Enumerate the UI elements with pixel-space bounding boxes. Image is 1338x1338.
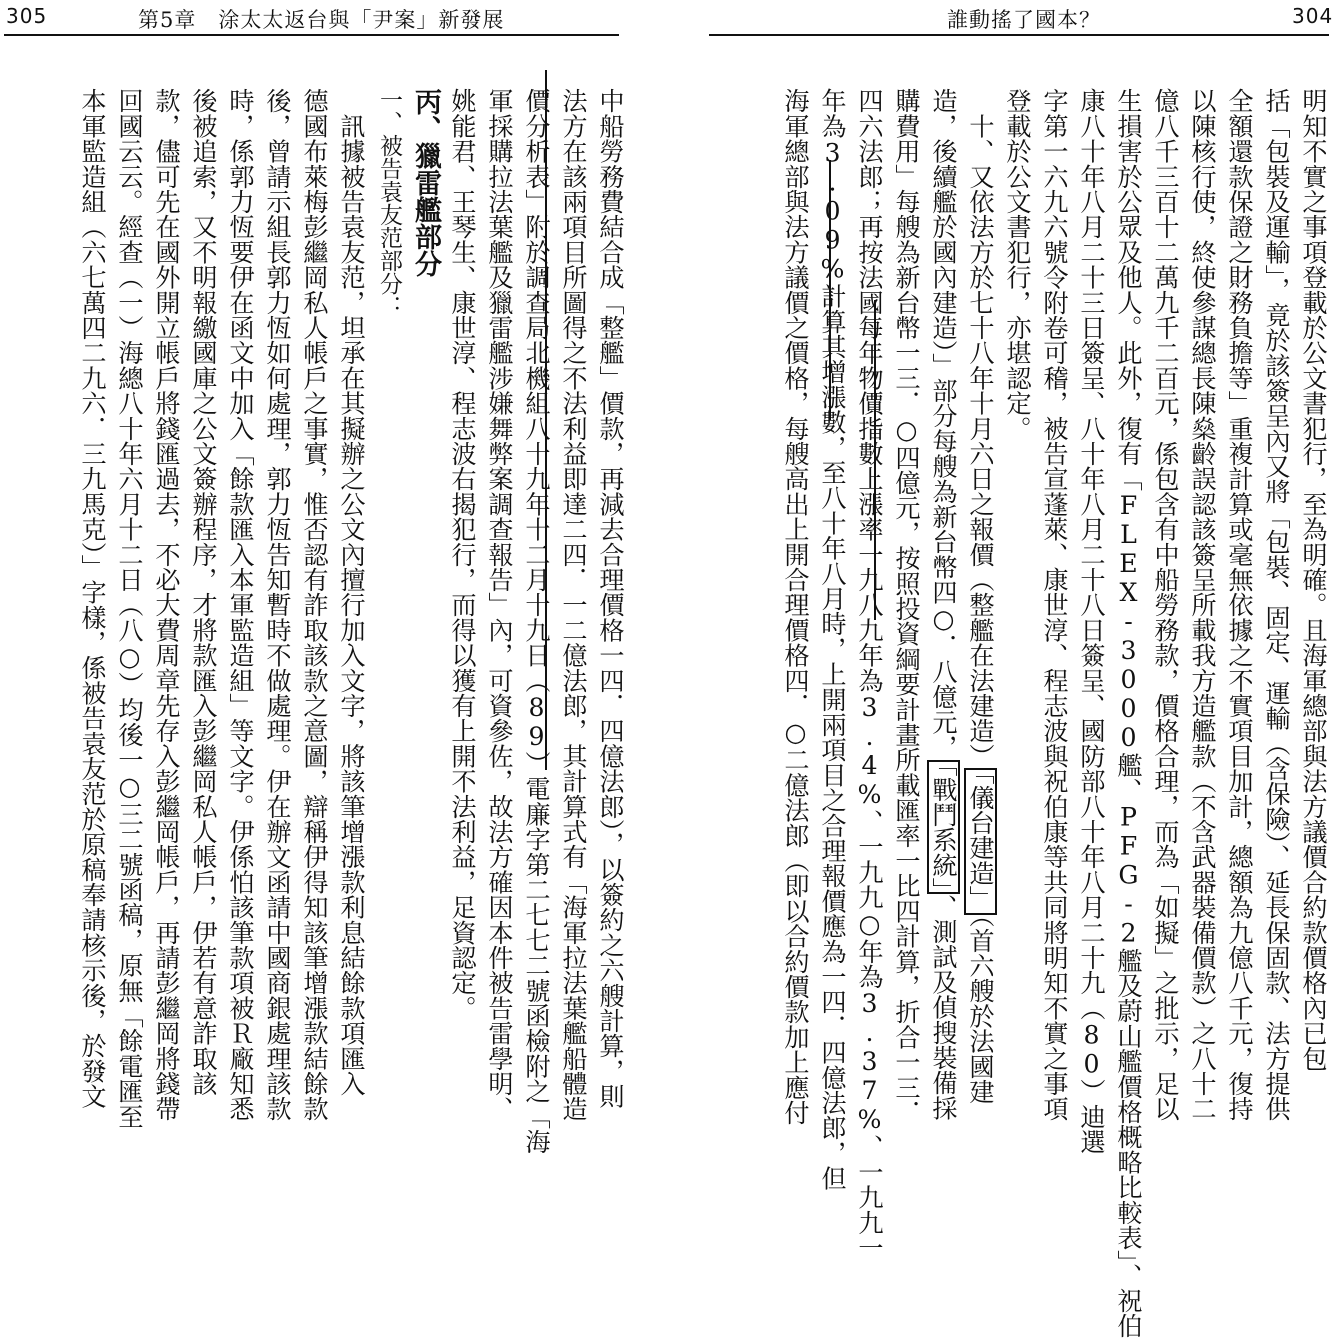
- page-number-left: 305: [6, 4, 48, 28]
- page-number-right: 304: [1292, 4, 1334, 28]
- left-page-text: [74, 88, 629, 1154]
- text-column: 億八千三百十二萬九千二百元，係包含有中船勞務款，價格合理，而為「如擬」之批示，足以: [1151, 88, 1180, 1122]
- text-column: 後被追索，又不明報繳國庫之公文簽辦程序，才將款匯入彭繼岡私人帳戶，伊若有意詐取該: [189, 88, 218, 1096]
- section-heading: 丙、獵雷艦部分: [410, 88, 441, 277]
- text-column: 字第一六九六號令附卷可稽，被告宣蓬萊、康世淳、程志波與祝伯康等共同將明知不實之事項: [1040, 88, 1069, 1122]
- text-column: 年為3.09%計算其增漲數，至八十年八月時，上開兩項目之合理報價應為一四．四億法郎，但: [818, 88, 847, 1191]
- header-rule-right: [709, 34, 1329, 36]
- boxed-term: 「儀台建造」: [964, 768, 997, 915]
- text-column: 四六法郎；再按法國每年物價指數上漲率一九八九年為3.4%、一九九○年為3.37%、一九九一: [855, 88, 884, 1260]
- text-column: 海軍總部與法方議價之價格，每艘高出上開合理價格四．○二億法郎（即以合約價款加上應付: [781, 88, 810, 1125]
- text-column: 購費用」每艘為新台幣一三．○四億元，按照投資綱要計畫所載匯率一比四計算，折合一三．: [892, 88, 921, 1125]
- text-column: 全額還款保證之財務負擔等」重複計算或毫無依據之不實項目加計，總額為九億八千元，復持: [1225, 88, 1254, 1122]
- left-page: [0, 0, 669, 1154]
- text-column: 造，後續艦於國內建造）」部分每艘為新台幣四○．八億元，「戰鬥系統」、測試及偵搜裝備採: [929, 88, 958, 1121]
- text-column: 德國布萊梅彭繼岡私人帳戶之事實，惟否認有詐取該款之意圖，辯稱伊得知該筆增漲款結餘款: [300, 88, 329, 1122]
- text-column: 款，儘可先在國外開立帳戶將錢匯過去，不必大費周章先存入彭繼岡帳戶，再請彭繼岡將錢帶: [152, 88, 181, 1122]
- text-column: 康八十年八月二十三日簽呈、八十年八月二十八日簽呈、國防部八十年八月二十九（80）迪選: [1077, 88, 1106, 1154]
- text-column: 本軍監造組（六七萬四二九六．三九馬克）」字樣，係被告袁友范於原稿奉請核示後，於發文: [78, 88, 107, 1109]
- text-column: 姚能君、王琴生、康世淳、程志波右揭犯行，而得以獲有上開不法利益，足資認定。: [448, 88, 477, 1021]
- running-head-right: 誰動搖了國本？: [947, 8, 1101, 32]
- text-column: 生損害於公眾及他人。此外，復有「FLEX-3000艦、PFG-2艦及蔚山艦價格概略比較表」、祝伯: [1114, 88, 1143, 1338]
- text-column: 括「包裝及運輸」，竟於該簽呈內又將「包裝、固定、運輸（含保險）、延長保固款、法方提供: [1262, 88, 1291, 1122]
- right-page-text: [777, 88, 1332, 1338]
- text-column: 價分析表」附於調查局北機組八十九年十二月十九日（89）電廉字第二七七二號函檢附之「海: [522, 88, 551, 1154]
- text-column: 登載於公文書犯行，亦堪認定。: [1003, 88, 1032, 441]
- text-column: 後，曾請示組長郭力恆如何處理，郭力恆告知暫時不做處理。伊在辦文函請中國商銀處理該款: [263, 88, 292, 1122]
- text-column: 時，係郭力恆要伊在函文中加入「餘款匯入本軍監造組」等文字。伊係怕該筆款項被Ｒ廠知悉: [226, 88, 255, 1122]
- text-column: 法方在該兩項目所圖得之不法利益即達二四．一二億法郎，其計算式有「海軍拉法葉艦船體造: [559, 88, 588, 1122]
- text-column: 回國云云。經查（一）海總八十年六月十二日（八○）均後一○三二號函稿，原無「餘電匯至: [115, 88, 144, 1129]
- text-column: 軍採購拉法葉艦及獵雷艦涉嫌舞弊案調查報告」內，可資參佐，故法方確因本件被告雷學明、: [485, 88, 514, 1122]
- text-column: 中船勞務費結合成「整艦」價款，再減去合理價格一四．四億法郎），以簽約之六艘計算，則: [596, 88, 625, 1109]
- text-column: 十、又依法方於七十八年十月六日之報價（整艦在法建造）「儀台建造」（首六艘於法國建: [966, 88, 995, 1105]
- running-head-left: 第5章 涂太太返台與「尹案」新發展: [138, 8, 505, 32]
- text-column: 訊據被告袁友范，坦承在其擬辦之公文內擅行加入文字，將該筆增漲款利息結餘款項匯入: [337, 88, 366, 1096]
- right-page: [669, 0, 1338, 1338]
- header-rule-left: [4, 34, 619, 36]
- text-column: 以陳核行使，終使參謀總長陳燊齡誤認該簽呈所載我方造艦款（不含武器裝備價款）之八十二: [1188, 88, 1217, 1122]
- text-column: 明知不實之事項登載於公文書犯行，至為明確。且海軍總部與法方議價合約款價格內已包: [1299, 88, 1328, 1071]
- boxed-term: 「戰鬥系統」: [927, 760, 960, 894]
- subsection-heading: 一、被告袁友范部分：: [376, 88, 402, 318]
